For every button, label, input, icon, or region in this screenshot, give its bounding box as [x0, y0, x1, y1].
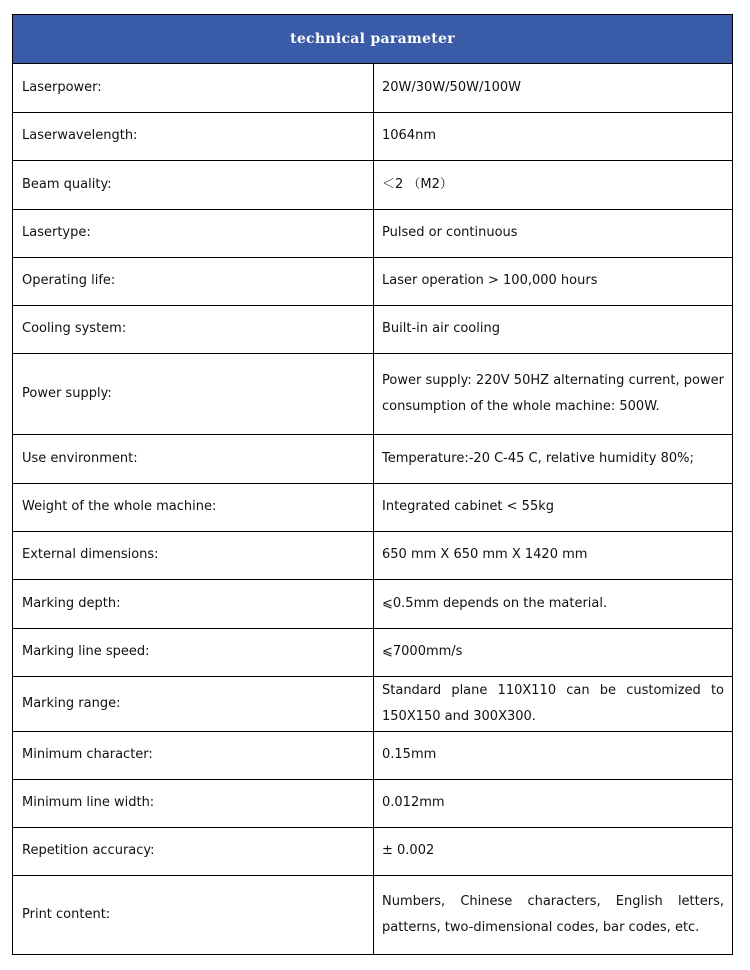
row-value: 20W/30W/50W/100W: [382, 79, 521, 95]
table-row: [13, 353, 732, 434]
table-row: [13, 731, 732, 779]
row-label: Use environment:: [13, 434, 374, 483]
row-value: Integrated cabinet < 55kg: [374, 483, 733, 531]
row-label: Laserwavelength:: [13, 112, 374, 160]
row-value: ⩽0.5mm depends on the material.: [374, 579, 733, 628]
table-row: [13, 531, 732, 579]
row-label: Marking range:: [13, 676, 374, 731]
row-label: Beam quality:: [13, 160, 374, 209]
row-label: Cooling system:: [13, 305, 374, 353]
technical-parameter-table: [12, 14, 733, 955]
table-row: [13, 305, 732, 353]
table-row: [13, 257, 732, 305]
row-value: Numbers, Chinese characters, English letters, patterns, two-dimensional codes, bar codes, etc.: [374, 875, 733, 954]
row-value: Laser operation > 100,000 hours: [374, 257, 733, 305]
row-label: Power supply:: [13, 353, 374, 434]
table-title: technical parameter: [13, 15, 732, 64]
row-label: Minimum character:: [13, 731, 374, 779]
table-row: [13, 875, 732, 954]
row-label: Operating life:: [13, 257, 374, 305]
row-value: Built-in air cooling: [374, 305, 733, 353]
row-label: Laserpower:: [13, 64, 374, 112]
row-label: Lasertype:: [13, 209, 374, 257]
row-value: Pulsed or continuous: [374, 209, 733, 257]
table-row: [13, 209, 732, 257]
table-row: [13, 827, 732, 875]
row-label: Marking line speed:: [13, 628, 374, 676]
table-row: [13, 676, 732, 731]
row-value: 0.15mm: [374, 731, 733, 779]
row-value: ＜2 （M2）: [374, 160, 733, 209]
row-value: 0.012mm: [374, 779, 733, 827]
row-label: Minimum line width:: [13, 779, 374, 827]
row-value: Temperature:-20 C-45 C, relative humidity 80%;: [374, 434, 733, 483]
table-row: [13, 628, 732, 676]
row-value: 650 mm X 650 mm X 1420 mm: [374, 531, 733, 579]
row-value: 1064nm: [374, 112, 733, 160]
parameter-grid: [13, 64, 732, 954]
row-value: ± 0.002: [374, 827, 733, 875]
table-row: [13, 779, 732, 827]
table-row: [13, 579, 732, 628]
row-value: Power supply: 220V 50HZ alternating current, power consumption of the whole machine: 500W.: [374, 353, 733, 434]
row-label: Marking depth:: [13, 579, 374, 628]
table-row: [13, 160, 732, 209]
row-label: Print content:: [13, 875, 374, 954]
table-row: [13, 112, 732, 160]
row-label: Repetition accuracy:: [13, 827, 374, 875]
table-row: [13, 483, 732, 531]
table-row: [13, 434, 732, 483]
row-value: Standard plane 110X110 can be customized to 150X150 and 300X300.: [374, 676, 733, 731]
row-value: ⩽7000mm/s: [374, 628, 733, 676]
row-label: Weight of the whole machine:: [13, 483, 374, 531]
table-row: [13, 64, 732, 112]
row-label: External dimensions:: [13, 531, 374, 579]
